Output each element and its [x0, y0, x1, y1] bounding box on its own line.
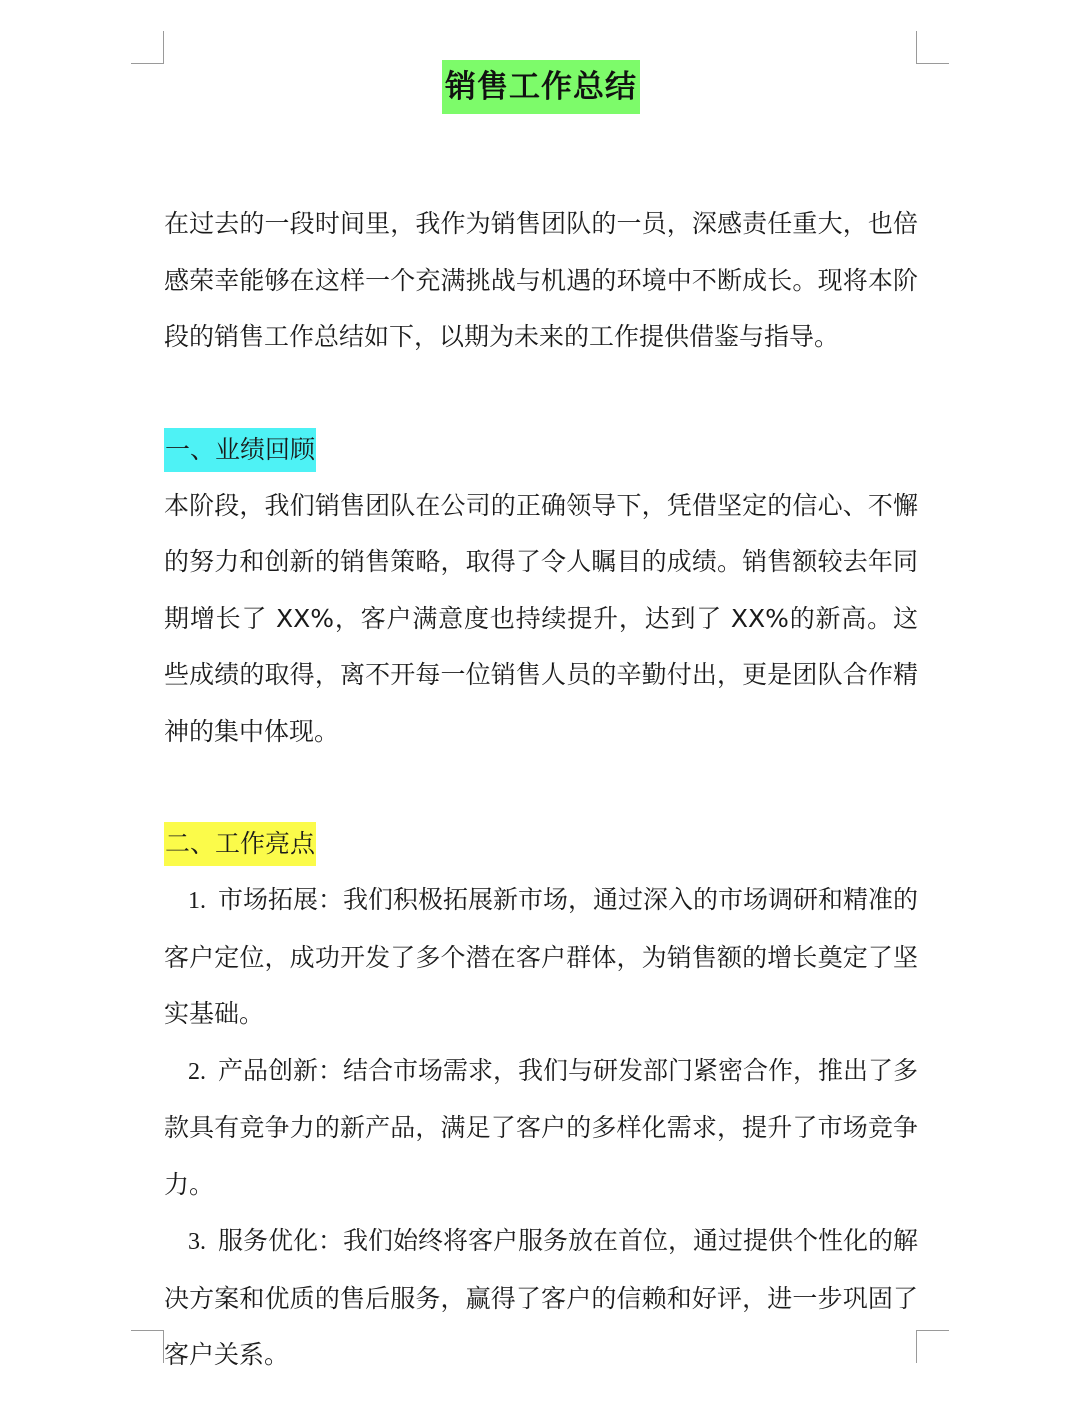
document-body	[164, 60, 918, 1384]
section-2-heading-row	[164, 816, 918, 872]
section-1-heading: 一、业绩回顾	[164, 428, 316, 472]
section-1-heading-row	[164, 422, 918, 478]
section-1-body: 本阶段，我们销售团队在公司的正确领导下，凭借坚定的信心、不懈的努力和创新的销售策略，取得了令人瞩目的成绩。销售额较去年同期增长了 XX%，客户满意度也持续提升，达到了 XX%的新高。这些成绩的取得，离不开每一位销售人员的辛勤付出，更是团队合作精神的集中体现。	[164, 490, 918, 746]
list-item	[164, 872, 918, 1043]
list-item-text: 服务优化：我们始终将客户服务放在首位，通过提供个性化的解决方案和优质的售后服务，赢得了客户的信赖和好评，进一步巩固了客户关系。	[164, 1226, 919, 1369]
section-2-heading: 二、工作亮点	[164, 822, 316, 866]
list-item-text: 产品创新：结合市场需求，我们与研发部门紧密合作，推出了多款具有竞争力的新产品，满足了客户的多样化需求，提升了市场竞争力。	[164, 1055, 919, 1199]
title-row	[164, 60, 918, 118]
list-item-number: 1.	[188, 888, 206, 914]
list-item-number: 3.	[188, 1229, 206, 1255]
crop-mark-bottom-right	[916, 1330, 949, 1363]
list-item	[164, 1213, 918, 1384]
intro-paragraph: 在过去的一段时间里，我作为销售团队的一员，深感责任重大，也倍感荣幸能够在这样一个充满挑战与机遇的环境中不断成长。现将本阶段的销售工作总结如下，以期为未来的工作提供借鉴与指导。	[164, 209, 918, 351]
document-title: 销售工作总结	[442, 60, 640, 114]
crop-mark-top-right	[916, 31, 949, 64]
list-item	[164, 1043, 918, 1214]
crop-mark-top-left	[131, 31, 164, 64]
list-item-number: 2.	[188, 1058, 206, 1085]
list-item-text: 市场拓展：我们积极拓展新市场，通过深入的市场调研和精准的客户定位，成功开发了多个潜在客户群体，为销售额的增长奠定了坚实基础。	[164, 885, 919, 1028]
crop-mark-bottom-left	[131, 1330, 164, 1363]
